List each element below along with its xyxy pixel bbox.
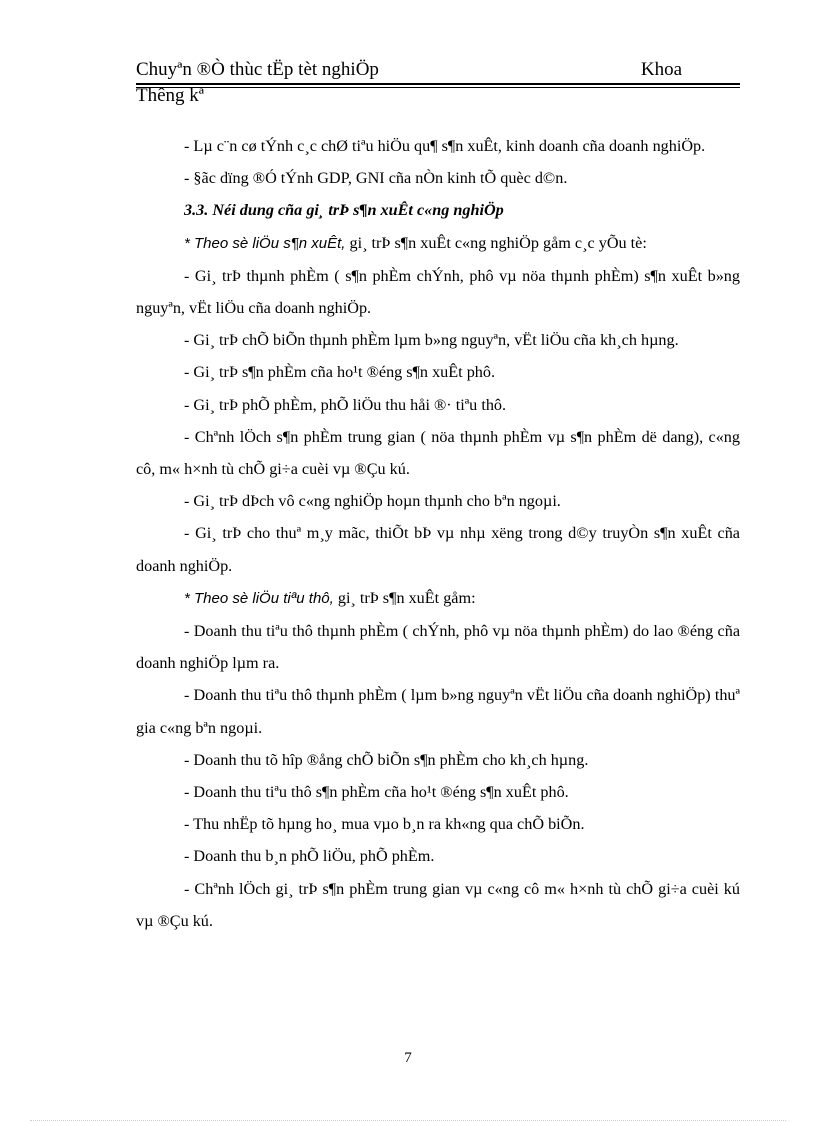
paragraph: - Thu nhËp tõ hµng ho¸ mua vµo b¸n ra kh«ng qua chÕ biÕn. [184, 815, 585, 834]
body-text [136, 130, 740, 937]
paragraph: - Gi¸ trÞ s¶n phÈm cña ho¹t ®éng s¶n xuÊt phô. [184, 363, 496, 382]
paragraph: - Doanh thu b¸n phÕ liÖu, phÕ phÈm. [184, 847, 435, 866]
page-header [136, 58, 740, 82]
section-heading: 3.3. Néi dung cña gi¸ trÞ s¶n xuÊt c«ng nghiÖp [184, 201, 504, 220]
paragraph: - Doanh thu tiªu thô s¶n phÈm cña ho¹t ®éng s¶n xuÊt phô. [184, 783, 569, 802]
header-line2: Thêng kª [136, 85, 205, 106]
paragraph: - Gi¸ trÞ dÞch vô c«ng nghiÖp hoµn thµnh cho bªn ngoµi. [184, 492, 561, 511]
paragraph: - Doanh thu tõ hîp ®ång chÕ biÕn s¶n phÈm cho kh¸ch hµng. [184, 750, 589, 769]
header-title: Chuyªn ®Ò thùc tËp tèt nghiÖp [136, 59, 379, 80]
page-number: 7 [404, 1050, 412, 1066]
paragraph: - Lµ c¨n cø tÝnh c¸c chØ tiªu hiÖu qu¶ s¶n xuÊt, kinh doanh cña doanh nghiÖp. [184, 137, 706, 155]
paragraph: - Gi¸ trÞ phÕ phÈm, phÕ liÖu thu håi ®· tiªu thô. [184, 395, 507, 414]
header-rule [136, 83, 740, 85]
paragraph-rest: gi¸ trÞ s¶n xuÊt gåm: [333, 588, 476, 607]
paragraph: - Doanh thu tiªu thô thµnh phÈm ( chÝnh, phô vµ nöa thµnh phÈm) do lao ®éng cña doanh nghiÖp lµm ra. [136, 622, 740, 673]
page-bottom-divider [30, 1120, 786, 1121]
paragraph: - Gi¸ trÞ cho thuª m¸y mãc, thiÕt bÞ vµ nhµ xëng trong d©y truyÒn s¶n xuÊt cña doanh nghiÖp. [136, 524, 740, 575]
paragraph: - Gi¸ trÞ thµnh phÈm ( s¶n phÈm chÝnh, phô vµ nöa thµnh phÈm) s¶n xuÊt b»ng nguyªn, vËt liÖu cña doanh nghiÖp. [136, 266, 740, 318]
header-right: Khoa [640, 59, 682, 80]
paragraph: - §ãc dïng ®Ó tÝnh GDP, GNI cña nÒn kinh tÕ quèc d©n. [184, 169, 568, 188]
paragraph: - Gi¸ trÞ chÕ biÕn thµnh phÈm lµm b»ng nguyªn, vËt liÖu cña kh¸ch hµng. [184, 331, 679, 350]
header-rule-thin [136, 87, 740, 88]
paragraph-lead: * Theo sè liÖu tiªu thô, [184, 589, 334, 607]
paragraph: - Doanh thu tiªu thô thµnh phÈm ( lµm b»ng nguyªn vËt liÖu cña doanh nghiÖp) thuª gia c«ng bªn ngoµi. [136, 686, 740, 737]
paragraph [136, 582, 740, 615]
paragraph: - Chªnh lÖch gi¸ trÞ s¶n phÈm trung gian vµ c«ng cô m« h×nh tù chÕ gi÷a cuèi kú vµ ®Çu kú. [136, 879, 740, 930]
paragraph-lead: * Theo sè liÖu s¶n xuÊt, [184, 234, 346, 252]
paragraph: - Chªnh lÖch s¶n phÈm trung gian ( nöa thµnh phÈm vµ s¶n phÈm dë dang), c«ng cô, m« h×nh tù chÕ gi÷a cuèi vµ ®Çu kú. [136, 427, 740, 479]
paragraph [136, 227, 740, 260]
paragraph-rest: gi¸ trÞ s¶n xuÊt c«ng nghiÖp gåm c¸c yÕu tè: [345, 233, 647, 252]
